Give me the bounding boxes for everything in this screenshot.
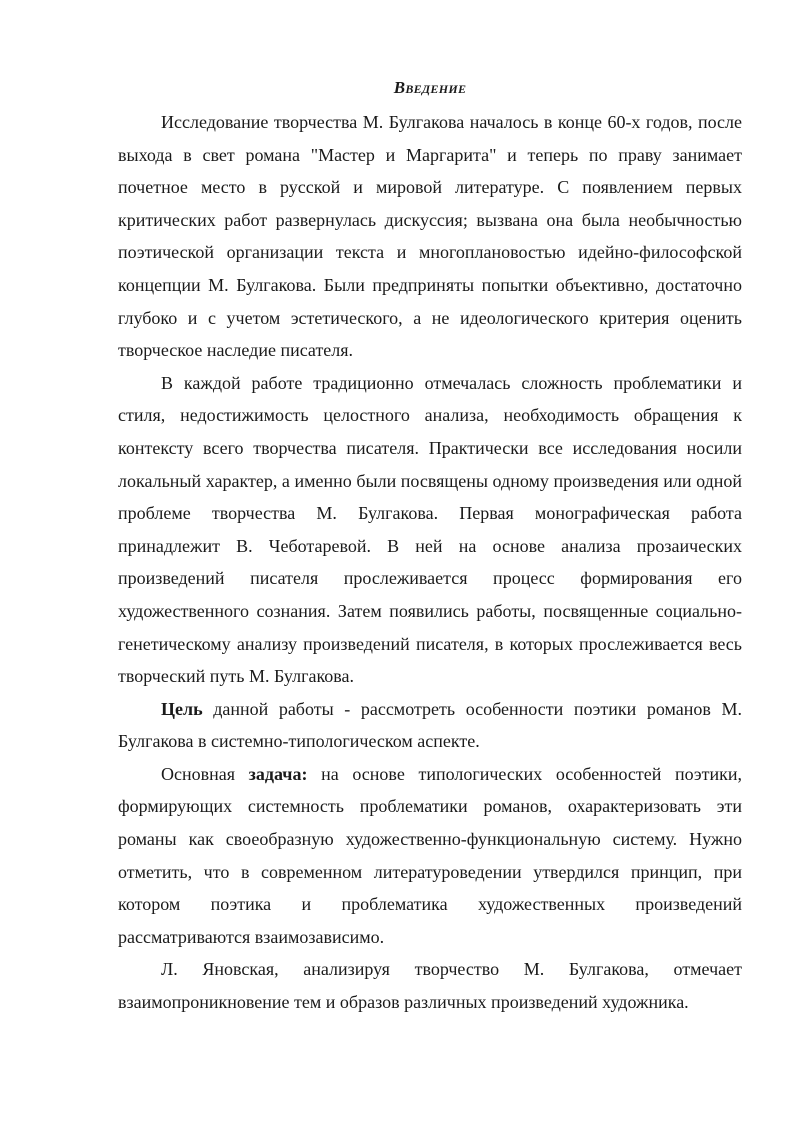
paragraph-3-bold: Цель bbox=[161, 698, 203, 719]
paragraph-5-text: Л. Яновская, анализируя творчество М. Булгакова, отмечает взаимопроникновение тем и образов различных произведений художника. bbox=[118, 959, 742, 1013]
paragraph-2-text: В каждой работе традиционно отмечалась сложность проблематики и стиля, недостижимость целостного анализа, необходимость обращения к контексту всего творчества писателя. Практически все исследования носили локальный характер, а именно были посвящены одному произведения или одной проблеме творчества М. Булгакова. Первая монографическая работа принадлежит В. Чеботаревой. В ней на основе анализа прозаических произведений писателя прослеживается процесс формирования его художественного сознания. Затем появились работы, посвященные социально-генетическому анализу произведений писателя, в которых прослеживается весь творческий путь М. Булгакова. bbox=[118, 372, 742, 687]
paragraph-4-bold: задача: bbox=[248, 763, 308, 784]
paragraph-4-text: на основе типологических особенностей поэтики, формирующих системность проблематики романов, охарактеризовать эти романы как своеобразную художественно-функциональную систему. Нужно отметить, что в современном литературоведении утвердился принцип, при котором поэтика и проблематика художественных произведений рассматриваются взаимозависимо. bbox=[118, 763, 742, 947]
paragraph-2 bbox=[118, 367, 742, 693]
paragraph-4 bbox=[118, 758, 742, 954]
paragraph-5 bbox=[118, 953, 742, 1018]
paragraph-3-text: данной работы - рассмотреть особенности поэтики романов М. Булгакова в системно-типологическом аспекте. bbox=[118, 698, 742, 752]
document-body bbox=[118, 72, 742, 1019]
paragraph-1 bbox=[118, 106, 742, 367]
section-title bbox=[118, 72, 742, 104]
paragraph-1-text: Исследование творчества М. Булгакова началось в конце 60-х годов, после выхода в свет романа "Мастер и Маргарита" и теперь по праву занимает почетное место в русской и мировой литературе. С появлением первых критических работ развернулась дискуссия; вызвана она была необычностью поэтической организации текста и многоплановостью идейно-философской концепции М. Булгакова. Были предприняты попытки объективно, достаточно глубоко и с учетом эстетического, а не идеологического критерия оценить творческое наследие писателя. bbox=[118, 112, 742, 361]
paragraph-3 bbox=[118, 693, 742, 758]
paragraph-4-lead: Основная bbox=[161, 763, 249, 784]
section-title-text: Введение bbox=[393, 78, 467, 97]
